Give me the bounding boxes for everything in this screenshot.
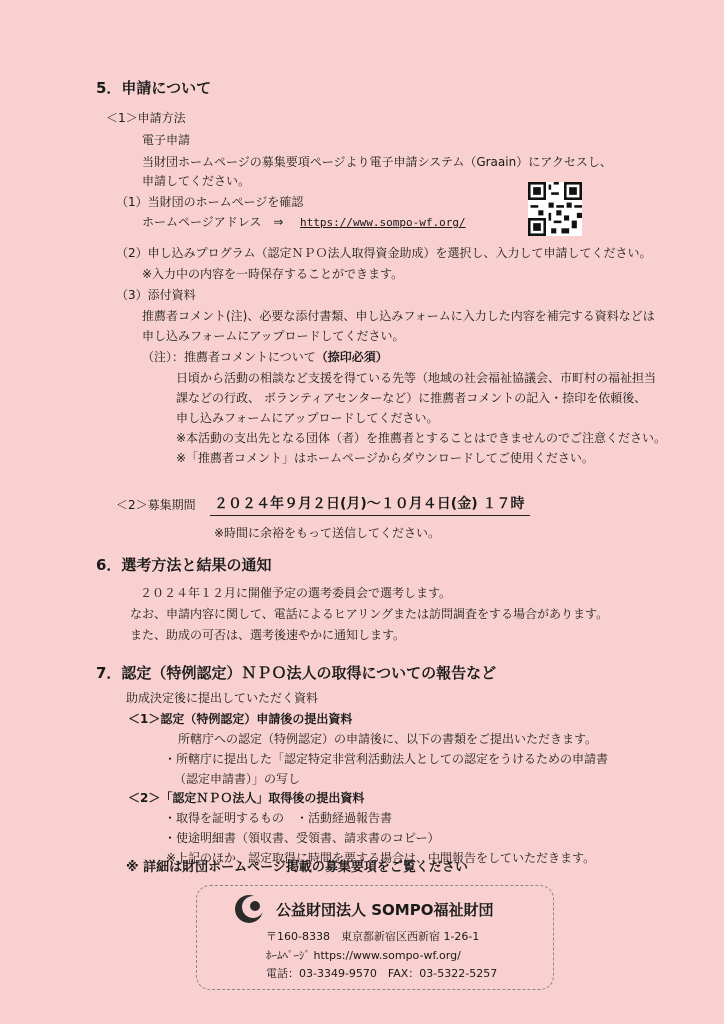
step2-note: ※入力中の内容を一時保存することができます。	[142, 267, 404, 281]
section5-sub2: ＜2＞募集期間	[116, 498, 196, 512]
section7-sub2-line3: ※上記のほか、認定取得に時間を要する場合は、中間報告をしていただきます。	[166, 851, 596, 865]
footer-phone-fax: 電話：03-3349-9570 FAX：03-5322-5257	[266, 967, 498, 980]
foundation-logo-icon	[234, 894, 264, 924]
section7-sub2-line2: ・使途明細書（領収書、受領書、請求書のコピー）	[164, 831, 440, 845]
section6-heading: 6．選考方法と結果の通知	[96, 556, 272, 574]
footer-address: 〒160-8338 東京都新宿区西新宿 1-26-1	[266, 930, 480, 943]
step2: （2）申し込みプログラム（認定ＮＰＯ法人取得資金助成）を選択し、入力して申請してください。	[116, 246, 652, 260]
note-line5: ※「推薦者コメント」はホームページからダウンロードしてご使用ください。	[176, 451, 594, 465]
section7-sub2-line1: ・取得を証明するもの ・活動経過報告書	[164, 811, 393, 825]
period-underline	[210, 515, 530, 516]
note-label	[142, 349, 388, 365]
section5-sub1: ＜1＞申請方法	[106, 111, 186, 125]
section7-heading: 7．認定（特例認定）ＮＰＯ法人の取得についての報告など	[96, 664, 497, 682]
footer-org-name: 公益財団法人 SOMPO福祉財団	[276, 901, 494, 919]
hp-label: ホームページアドレス ⇒	[142, 215, 284, 229]
section7-sub1-line2: ・所轄庁に提出した「認定特定非営利活動法人としての認定をうけるための申請書	[164, 752, 609, 766]
note-label-text: （注）：推薦者コメントについて	[142, 350, 316, 364]
qr-code-icon	[528, 182, 582, 236]
note-line3: 申し込みフォームにアップロードしてください。	[176, 411, 439, 425]
section7-sub2: ＜2＞「認定ＮＰＯ法人」取得後の提出資料	[128, 791, 365, 805]
footer-homepage[interactable]: ﾎｰﾑﾍﾟｰｼﾞ https://www.sompo-wf.org/	[266, 949, 461, 962]
e-apply-label: 電子申請	[142, 133, 191, 147]
step1: （1）当財団のホームページを確認	[116, 195, 304, 209]
application-period: ２０２４年９月２日(月)～１０月４日(金) １７時	[214, 496, 525, 512]
section7-sub1-line3: （認定申請書）」の写し	[174, 772, 301, 786]
step3: （3）添付資料	[116, 288, 196, 302]
period-note: ※時間に余裕をもって送信してください。	[214, 526, 441, 540]
section6-line1: ２０２４年１２月に開催予定の選考委員会で選考します。	[140, 586, 452, 600]
section6-line2: なお、申請内容に関して、電話によるヒアリングまたは訪問調査をする場合があります。	[130, 607, 609, 621]
note-line1: 日頃から活動の相談など支援を得ている先等（地域の社会福祉協議会、市町村の福祉担当	[176, 371, 657, 385]
step3-line2: 申し込みフォームにアップロードしてください。	[142, 329, 405, 343]
hp-url-link[interactable]: https://www.sompo-wf.org/	[300, 216, 466, 229]
note-line4: ※本活動の支出先となる団体（者）を推薦者とすることはできませんのでご注意ください。	[176, 431, 667, 445]
section7-sub1-line1: 所轄庁への認定（特例認定）の申請後に、以下の書類をご提出いただきます。	[178, 732, 598, 746]
section5-desc2: 申請してください。	[142, 174, 251, 188]
section7-intro: 助成決定後に提出していただく資料	[126, 691, 319, 705]
section5-heading: 5．申請について	[96, 79, 212, 97]
note-line2: 課などの行政、 ボランティアセンターなど）に推薦者コメントの記入・捺印を依頼後、	[176, 391, 647, 405]
section7-sub1: ＜1＞認定（特例認定）申請後の提出資料	[128, 712, 353, 726]
note-label-bold: （捺印必須）	[315, 350, 388, 364]
details-note: ※ 詳細は財団ホームページ掲載の募集要項をご覧ください	[126, 860, 468, 875]
step3-line1: 推薦者コメント(注)、必要な添付書類、申し込みフォームに入力した内容を補完する資料などは	[142, 309, 655, 323]
section6-line3: また、助成の可否は、選考後速やかに通知します。	[130, 628, 406, 642]
section5-desc1: 当財団ホームページの募集要項ページより電子申請システム（Graain）にアクセスし、	[142, 155, 612, 169]
